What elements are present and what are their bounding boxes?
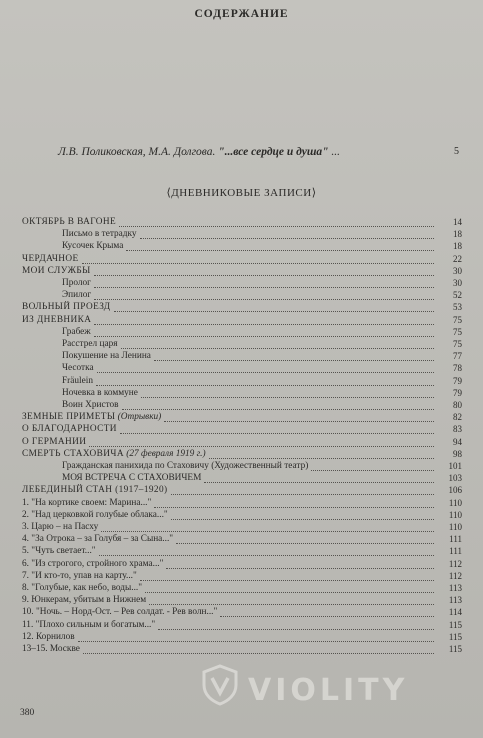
toc-entry-title: МОЯ ВСТРЕЧА С СТАХОВИЧЕМ: [62, 473, 202, 484]
toc-entry-page-number: 52: [453, 290, 462, 301]
dot-leader: [158, 629, 434, 630]
toc-entry-page-number: 101: [448, 461, 462, 471]
dot-leader: [154, 360, 434, 361]
toc-entry-title: ЛЕБЕДИНЫЙ СТАН (1917–1920): [22, 485, 168, 496]
toc-entry-page-number: 110: [448, 522, 462, 532]
toc-entry-title: МОИ СЛУЖБЫ: [22, 265, 91, 276]
folio-number: 380: [20, 708, 35, 718]
dot-leader: [94, 287, 434, 288]
toc-entry-page-number: 115: [448, 619, 462, 630]
toc-entry-page-number: 75: [453, 326, 462, 337]
toc-entry-title: 11. "Плохо сильным и богатым...": [22, 619, 156, 630]
dot-leader: [311, 470, 434, 471]
dot-leader: [96, 385, 434, 386]
dot-leader: [126, 250, 434, 251]
toc-entry-title: 13–15. Москве: [22, 644, 80, 654]
toc-entry-page-number: 115: [448, 631, 462, 642]
dot-leader: [171, 494, 434, 495]
toc-entry: [62, 338, 462, 350]
dot-leader: [171, 519, 434, 520]
toc-entry-page-number: 78: [453, 363, 462, 374]
dot-leader: [122, 409, 434, 410]
toc-entry-page-number: 83: [453, 424, 462, 435]
toc-entry: [22, 509, 462, 521]
toc-entry-title: Гражданская панихида по Стаховичу (Художественный театр): [62, 461, 309, 471]
toc-entry-page-number: 110: [448, 509, 462, 520]
toc-entry-page-number: 75: [453, 339, 462, 349]
dot-leader: [140, 238, 434, 239]
section-heading: ⟨ДНЕВНИКОВЫЕ ЗАПИСИ⟩: [166, 187, 317, 199]
toc-entry: [62, 387, 462, 399]
dot-leader: [94, 275, 434, 276]
toc-entry-page-number: 111: [449, 546, 462, 557]
toc-entry-page-number: 22: [453, 253, 462, 264]
dot-leader: [176, 543, 434, 544]
toc-entry-title: Воин Христов: [62, 400, 119, 410]
dot-leader: [94, 324, 434, 325]
toc-entry: [22, 594, 462, 606]
toc-entry-title: Грабеж: [62, 326, 91, 337]
toc-entry: [62, 240, 462, 252]
toc-entry-title: 10. "Ночь. – Норд-Ост. – Рев солдат. - Рев волн...": [22, 607, 218, 618]
toc-entry: [62, 277, 462, 289]
toc-entry-title: 6. "Из строгого, стройного храма...": [22, 558, 164, 569]
toc-entry-page-number: 75: [453, 314, 462, 325]
toc-entry: [22, 619, 462, 631]
toc-entry-page-number: 82: [453, 412, 462, 423]
toc-entry: [22, 533, 462, 545]
intro-page-number: 5: [454, 146, 459, 157]
intro-title: "...все сердце и душа": [218, 146, 329, 158]
toc-entry: [62, 350, 462, 362]
toc-entry-page-number: 114: [448, 607, 462, 618]
toc-entry: [22, 582, 462, 594]
toc-entry-title: Чесотка: [62, 363, 94, 374]
toc-entry-title: 5. "Чуть светает...": [22, 546, 96, 557]
toc-entry-page-number: 113: [448, 583, 462, 593]
toc-entry: [22, 606, 462, 618]
toc-entry: [22, 448, 462, 460]
toc-entry-title: Ночевка в коммуне: [62, 387, 138, 398]
toc-entry: [22, 643, 462, 655]
toc-entry: [22, 265, 462, 277]
toc-entry-subtitle: (27 февраля 1919 г.): [123, 448, 206, 459]
toc-entry: [62, 399, 462, 411]
watermark-logo: [198, 663, 478, 715]
toc-entry: [22, 545, 462, 557]
toc-entry-title: ЧЕРДАЧНОЕ: [22, 253, 79, 264]
dot-leader: [78, 641, 434, 642]
toc-entry: [62, 472, 462, 484]
toc-entry-title: 8. "Голубые, как небо, воды...": [22, 583, 143, 593]
dot-leader: [220, 616, 434, 617]
intro-authors: Л.В. Поликовская, М.А. Долгова.: [58, 146, 216, 158]
dot-leader: [154, 507, 434, 508]
toc-entry-title: 12. Корнилов: [22, 631, 75, 642]
dot-leader: [120, 433, 434, 434]
toc-entry-page-number: 111: [449, 534, 462, 545]
toc-entry-page-number: 14: [453, 217, 462, 227]
dot-leader: [101, 531, 434, 532]
toc-entry-page-number: 103: [448, 473, 462, 484]
dot-leader: [145, 592, 434, 593]
dot-leader: [99, 555, 434, 556]
dot-leader: [141, 397, 434, 398]
toc-entry-title: ЗЕМНЫЕ ПРИМЕТЫ: [22, 412, 116, 423]
toc-entry-title: Fräulein: [62, 375, 93, 386]
toc-entry: [62, 228, 462, 240]
toc-entry-page-number: 77: [453, 351, 462, 362]
toc-entry-page-number: 113: [448, 595, 462, 606]
dot-leader: [119, 226, 434, 227]
dot-leader: [94, 336, 434, 337]
toc-entry-page-number: 115: [448, 644, 462, 654]
page-heading: СОДЕРЖАНИЕ: [194, 8, 289, 20]
dot-leader: [97, 372, 434, 373]
toc-entry: [22, 301, 462, 313]
dot-leader: [209, 458, 434, 459]
toc-entry-page-number: 112: [448, 570, 462, 581]
toc-entry: [62, 326, 462, 338]
toc-entry-page-number: 106: [448, 485, 462, 496]
toc-entry: [22, 314, 462, 326]
toc-entry: [22, 411, 462, 423]
toc-entry: [22, 497, 462, 509]
toc-entry: [22, 631, 462, 643]
toc-entry-title: Покушение на Ленина: [62, 351, 151, 362]
toc-entry: [22, 558, 462, 570]
watermark-shield-icon: [198, 663, 242, 707]
toc-entry: [62, 375, 462, 387]
toc-entry-page-number: 110: [448, 497, 462, 508]
toc-entry-page-number: 30: [453, 278, 462, 288]
intro-dots: ...: [331, 146, 341, 158]
toc-entry-title: 4. "За Отрока – за Голубя – за Сына...": [22, 534, 174, 545]
toc-entry-title: ВОЛЬНЫЙ ПРОЕЗД: [22, 302, 111, 313]
dot-leader: [89, 446, 434, 447]
toc-entry-subtitle: (Отрывки): [115, 412, 162, 423]
toc-entry: [22, 423, 462, 435]
toc-entry-title: О ГЕРМАНИИ: [22, 436, 87, 447]
toc-entry-title: 3. Царю – на Пасху: [22, 522, 99, 532]
toc-entry: [22, 570, 462, 582]
toc-entry-page-number: 18: [453, 241, 462, 252]
dot-leader: [140, 580, 434, 581]
toc-entry: [22, 436, 462, 448]
dot-leader: [204, 482, 434, 483]
toc-entry-page-number: 94: [453, 436, 462, 447]
toc-entry: [22, 521, 462, 533]
dot-leader: [166, 568, 434, 569]
toc-entry-page-number: 79: [453, 375, 462, 386]
watermark-text: VIOLITY: [248, 673, 409, 708]
toc-entry-page-number: 30: [453, 265, 462, 276]
toc-entry-title: 7. "И кто-то, упав на карту...": [22, 570, 137, 581]
dot-leader: [114, 311, 434, 312]
toc-entry-page-number: 18: [453, 229, 462, 240]
toc-entry: [62, 460, 462, 472]
dot-leader: [121, 348, 434, 349]
toc-entry: [62, 362, 462, 374]
toc-entry-title: Пролог: [62, 278, 91, 288]
toc-entry-title: 9. Юнкерам, убитым в Нижнем: [22, 595, 147, 606]
dot-leader: [149, 604, 434, 605]
toc-entry: [22, 253, 462, 265]
dot-leader: [94, 299, 434, 300]
toc-entry-title: 2. "Над церковкой голубые облака...": [22, 509, 168, 520]
dot-leader: [164, 421, 434, 422]
toc-entry: [22, 484, 462, 496]
toc-entry-page-number: 79: [453, 387, 462, 398]
toc-entry-title: Эпилог: [62, 290, 92, 301]
toc-entry-page-number: 53: [453, 302, 462, 313]
toc-entry-title: ИЗ ДНЕВНИКА: [22, 314, 92, 325]
toc-entry-page-number: 98: [453, 448, 462, 459]
toc-entry-title: Письмо в тетрадку: [62, 229, 137, 240]
toc-entry: [22, 216, 462, 228]
toc-entry-page-number: 112: [448, 558, 462, 569]
toc-entry-page-number: 80: [453, 400, 462, 410]
toc-entry-title: СМЕРТЬ СТАХОВИЧА: [22, 448, 124, 459]
toc-entry: [62, 289, 462, 301]
toc-entry-title: Расстрел царя: [62, 339, 118, 349]
toc-entry-title: ОКТЯБРЬ В ВАГОНЕ: [22, 217, 117, 227]
toc-entry-title: Кусочек Крыма: [62, 241, 124, 252]
toc-entry-title: 1. "На кортике своем: Марина...": [22, 497, 152, 508]
dot-leader: [82, 263, 434, 264]
dot-leader: [83, 653, 434, 654]
toc-entry-title: О БЛАГОДАРНОСТИ: [22, 424, 117, 435]
